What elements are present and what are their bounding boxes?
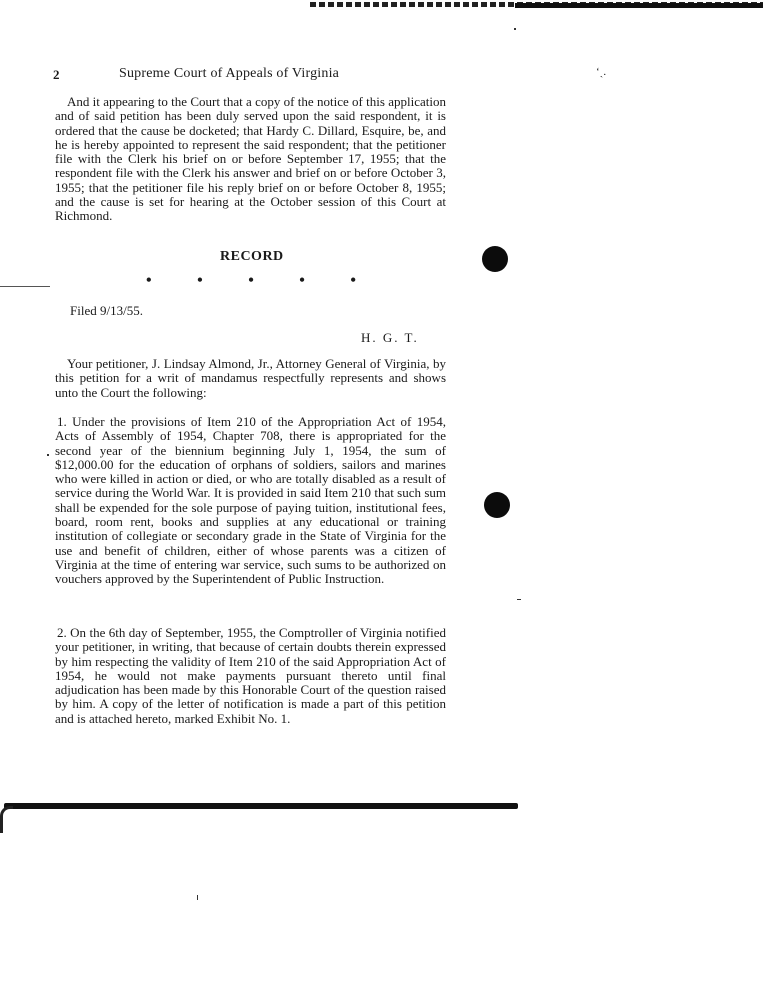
record-heading: RECORD [220, 249, 284, 264]
scan-speck [517, 599, 521, 600]
omission-dots [146, 272, 356, 289]
left-fold-mark [0, 286, 50, 287]
omission-dot: • [350, 272, 356, 289]
omission-dot: • [248, 272, 254, 289]
punch-hole-upper [482, 246, 508, 272]
page-number: 2 [53, 67, 60, 82]
punch-hole-lower [484, 492, 510, 518]
omission-dot: • [299, 272, 305, 289]
bottom-page-edge [0, 806, 13, 833]
corner-mark: ‘ˎ. [596, 66, 607, 78]
scan-speck [514, 28, 516, 30]
petition-intro-paragraph: Your petitioner, J. Lindsay Almond, Jr., Attorney General of Virginia, by this petition for a writ of mandamus respectfully represents and shows unto the Court the following: [55, 356, 446, 400]
scan-speck [47, 454, 49, 456]
omission-dot: • [146, 272, 152, 289]
scan-speck [197, 895, 198, 900]
docketing-order-paragraph: And it appearing to the Court that a copy of the notice of this application and of said petition has been duly served upon the said respondent, it is ordered that the cause be docketed; that Hardy C. Dillard, Esquire, be, and he is hereby appointed to represent the said respondent; that the petitioner file with the Clerk his brief on or before September 17, 1955; that the respondent file with the Clerk his answer and brief on or before October 3, 1955; that the petitioner file his reply brief on or before October 8, 1955; and the cause is set for hearing at the October session of this Court at Richmond. [55, 94, 446, 224]
clerk-initials: H. G. T. [361, 330, 419, 345]
omission-dot: • [197, 272, 203, 289]
running-head: Supreme Court of Appeals of Virginia [119, 66, 340, 81]
top-scan-border-solid [515, 3, 763, 8]
item-one-paragraph: 1. Under the provisions of Item 210 of the Appropriation Act of 1954, Acts of Assembly of 1954, Chapter 708, there is appropriated for the second year of the biennium beginning July 1, 1954, the sum of $12,000.00 for the education of orphans of soldiers, sailors and marines who were killed in action or died, or who are totally disabled as a result of service during the World War. It is provided in said Item 210 that such sum shall be expended for the sole purpose of paying tuition, institutional fees, board, room rent, books and supplies at any educational or training institution of collegiate or secondary grade in the State of Virginia for the use and benefit of children, either of whose parents was a citizen of Virginia at the time of entering war service, such sums to be authorized on vouchers approved by the Superintendent of Public Instruction. [55, 414, 446, 587]
bottom-scan-border [4, 803, 518, 809]
filed-date: Filed 9/13/55. [70, 303, 143, 318]
item-two-paragraph: 2. On the 6th day of September, 1955, the Comptroller of Virginia notified your petitioner, in writing, that because of certain doubts therein expressed by him respecting the validity of Item 210 of the said Appropriation Act of 1954, he would not make payments pursuant thereto until final adjudication has been made by this Honorable Court of the question raised by him. A copy of the letter of notification is made a part of this petition and is attached hereto, marked Exhibit No. 1. [55, 625, 446, 726]
